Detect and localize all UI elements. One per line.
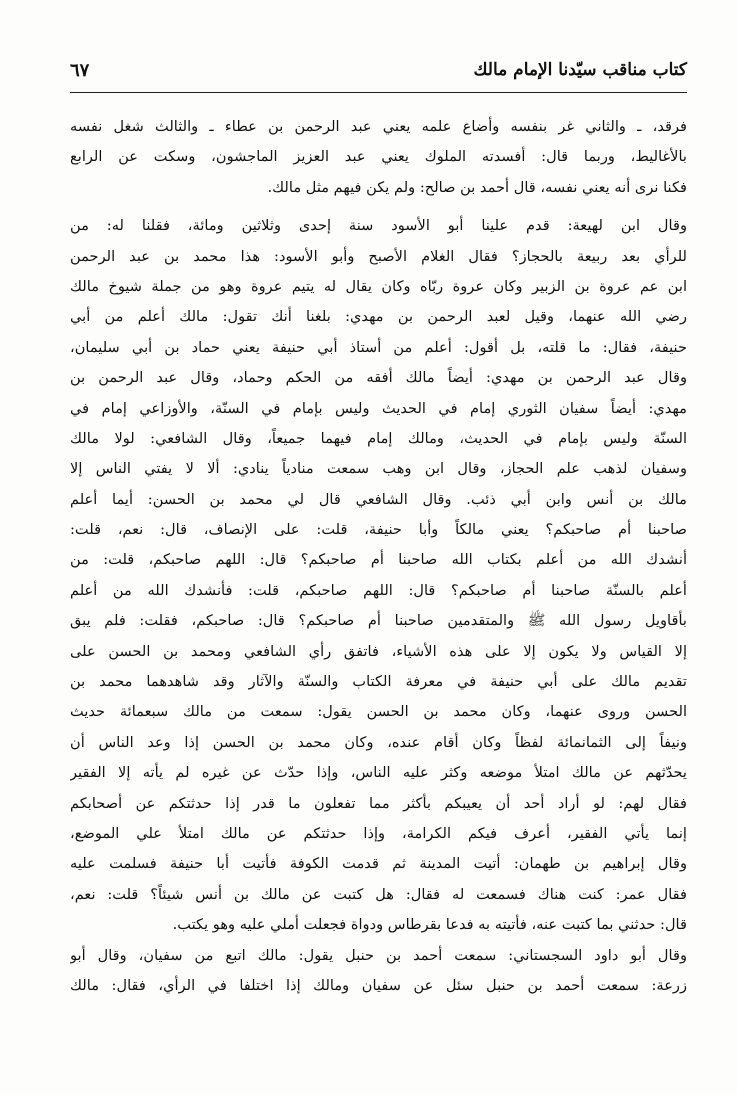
text-line: فرقد، ـ والثاني غر بنفسه وأضاع علمه يعني عبد الرحمن بن عطاء ـ والثالث شغل نفسه — [70, 118, 687, 135]
text-line: حنيفة، فقال: ما قلته، بل أقول: أعلم من أستاذ أبي حنيفة يعني حماد بن أبي سليمان، — [70, 338, 687, 356]
page-body — [70, 112, 687, 1001]
text-line: مالك بن أنس وابن أبي ذئب. وقال الشافعي قال لي محمد بن الحسن: أيما أعلم — [70, 490, 687, 508]
text-line: وسفيان لذهب علم الحجاز، وقال ابن وهب سمعت منادياً ينادي: ألا لا يفتي الناس إلا — [70, 460, 687, 478]
text-line: زرعة: سمعت أحمد بن حنبل سئل عن سفيان ومالك إذا اختلفا في الرأي، فقال: مالك — [70, 976, 687, 994]
text-line: ونيفاً إلى الثمانمائة لفظاً وكان أقام عنده، وكان محمد بن الحسن إذا وعد الناس أن — [70, 733, 687, 751]
text-line: وقال عبد الرحمن بن مهدي: أيضاً مالك أفقه من الحكم وحماد، وقال عبد الرحمن بن — [70, 369, 687, 387]
text-line: إنما يأتي الفقير، أعرف فيكم الكرامة، وإذا حدثتكم عن مالك امتلأ علي الموضع، — [70, 824, 687, 842]
text-line: ابن عم عروة بن الزبير وكان عروة ربّاه وكان يقال له يتيم عروة وهو من جملة شيوخ مالك — [70, 277, 687, 295]
page-number: ٦٧ — [70, 60, 90, 81]
text-line: تقديم مالك على أبي حنيفة في معرفة الكتاب والسنّة والآثار وقد شاهدهما محمد بن — [70, 673, 687, 691]
page-header — [70, 58, 687, 92]
text-line: صاحبنا أم صاحبكم؟ يعني مالكاً وأبا حنيفة، قلت: على الإنصاف، قال: نعم، قلت: — [70, 521, 687, 539]
text-line: وقال ابن لهيعة: قدم علينا أبو الأسود سنة إحدى وثلاثين ومائة، فقلنا له: من — [70, 217, 687, 235]
text-line: قال: حدثني بما كتبت عنه، فأتيته به فدعا بقرطاس ودواة فجعلت أملي عليه وهو يكتب. — [172, 916, 687, 934]
text-line: وقال أبو داود السجستاني: سمعت أحمد بن حنبل يقول: مالك اتبع من سفيان، وقال أبو — [70, 946, 687, 964]
text-line: يحدّثهم عن مالك امتلأ موضعه وكثر عليه الناس، وإذا حدّث عن غيره لم يأته إلا الفقير — [70, 764, 687, 782]
text-line: فقال عمر: كنت هناك فسمعت له فقال: هل كتبت عن مالك بن أنس شيئاً؟ قلت: نعم، — [70, 885, 687, 903]
header-rule — [70, 92, 687, 93]
text-line: للرأي بعد ربيعة بالحجاز؟ فقال الغلام الأصبح وأبو الأسود: هذا محمد بن عبد الرحمن — [70, 247, 687, 265]
paragraph-2 — [70, 211, 687, 940]
text-line: بأقاويل رسول الله ﷺ والمتقدمين صاحبنا أم صاحبكم؟ قال: صاحبكم، فقلت: فلم يبق — [70, 612, 687, 630]
text-line: أنشدك الله من أعلم بكتاب الله صاحبنا أم صاحبكم؟ قال: اللهم صاحبكم، قلت: من — [70, 551, 687, 569]
text-line: إلا القياس ولا يكون إلا على هذه الأشياء، فاتفق رأي الشافعي ومحمد بن الحسن على — [70, 642, 687, 660]
paragraph-3 — [70, 941, 687, 1002]
paragraph-1 — [70, 112, 687, 203]
text-line: أعلم بالسنّة صاحبنا أم صاحبكم؟ قال: اللهم صاحبكم، قلت: فأنشدك الله من أعلم — [70, 581, 687, 599]
text-line: مهدي: أيضاً سفيان الثوري إمام في الحديث وليس بإمام في السنّة، والأوزاعي إمام في — [70, 399, 687, 417]
text-line: رضي الله عنهما، وقيل لعبد الرحمن بن مهدي: بلغنا أنك تقول: مالك أعلم من أبي — [70, 308, 687, 326]
text-line: بالأغاليط، وربما قال: أفسدته الملوك يعني عبد العزيز الماجشون، وسكت عن الرابع — [70, 148, 687, 166]
text-line: الحسن وروى عنهما، وكان محمد بن الحسن يقول: سمعت من مالك سبعمائة حديث — [70, 703, 687, 721]
text-line: وقال إبراهيم بن طهمان: أتيت المدينة ثم قدمت الكوفة فأتيت أبا حنيفة فسلمت عليه — [70, 855, 687, 873]
running-title: كتاب مناقب سيّدنا الإمام مالك — [473, 60, 687, 80]
text-line: السنّة وليس بإمام في الحديث، ومالك إمام فيهما جميعاً، وقال الشافعي: لولا مالك — [70, 429, 687, 447]
text-line: فقال لهم: لو أراد أحد أن يعيبكم بأكثر مما تفعلون ما قدر إذا حدثتكم عن أصحابكم — [70, 794, 687, 812]
text-line: فكنا نرى أنه يعني نفسه، قال أحمد بن صالح: ولم يكن فيهم مثل مالك. — [267, 178, 687, 196]
